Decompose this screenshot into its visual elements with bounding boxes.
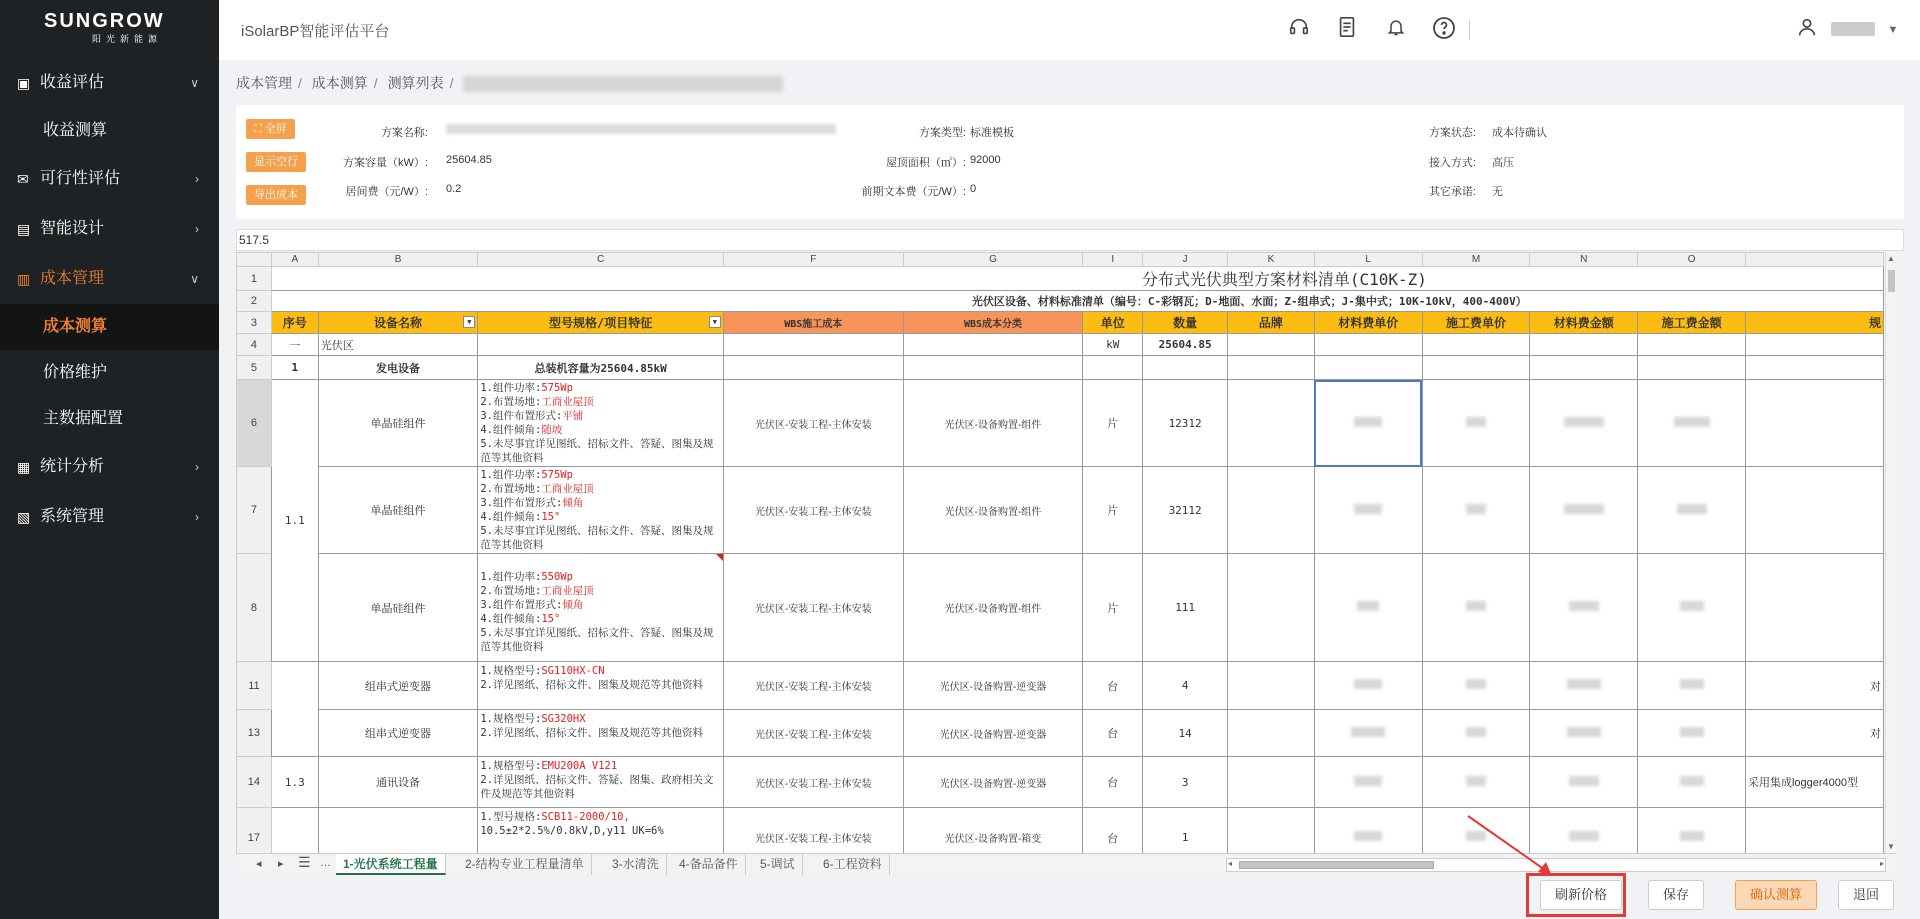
menu-smart-design[interactable]: ▤ 智能设计 ›	[0, 204, 219, 254]
sheet-title[interactable]: 分布式光伏典型方案材料清单(C10K-Z)	[271, 267, 1883, 291]
column-header[interactable]	[1745, 253, 1883, 267]
design-icon: ▤	[17, 221, 31, 237]
table-row	[237, 554, 1884, 662]
cell-material-unit-price-selected[interactable]	[1314, 380, 1422, 467]
cell-spec-cut[interactable]: 采用集成logger4000型	[1745, 757, 1883, 808]
cell-unit[interactable]: 台	[1083, 662, 1143, 710]
row-header[interactable]: 11	[237, 662, 272, 710]
cell-spec-cut[interactable]: 对	[1745, 662, 1883, 710]
cell[interactable]	[1745, 467, 1883, 554]
sheet-tab-5[interactable]: 5-调试	[753, 854, 803, 875]
label-agency-fee: 居间费（元/W）:	[345, 186, 428, 198]
sheet-tab-2[interactable]: 2-结构专业工程量清单	[458, 854, 592, 875]
value-roof-area: 92000	[970, 154, 1001, 166]
app-title: iSolarBP智能评估平台	[241, 23, 390, 40]
value-access-mode: 高压	[1492, 157, 1514, 169]
sheet-tab-3[interactable]: 3-水清洗	[605, 854, 667, 875]
header-material-amount[interactable]: 材料费金额	[1530, 312, 1638, 334]
header-spec-cut[interactable]: 规	[1745, 312, 1883, 334]
scroll-right-icon[interactable]: ▸	[1879, 859, 1884, 868]
cell-qty[interactable]: 4	[1143, 662, 1228, 710]
cell[interactable]: 1	[271, 356, 318, 380]
row-header[interactable]: 4	[237, 334, 272, 356]
bell-icon[interactable]	[1382, 16, 1410, 44]
row-header[interactable]: 13	[237, 710, 272, 757]
cell-device-name[interactable]: 组串式逆变器	[318, 710, 478, 757]
sheet-tab-1[interactable]: 1-光伏系统工程量	[336, 854, 446, 875]
cell-qty[interactable]: 3	[1143, 757, 1228, 808]
cell-wbs-cost[interactable]: 光伏区-安装工程-主体安装	[723, 710, 903, 757]
mail-check-icon: ✉	[17, 171, 29, 187]
label-access-mode: 接入方式:	[1428, 157, 1476, 169]
cell[interactable]	[1083, 356, 1143, 380]
cell-unit[interactable]: 片	[1083, 380, 1143, 467]
cell-labor-amount[interactable]	[1638, 380, 1746, 467]
cell-wbs-class[interactable]: 光伏区-设备购置-组件	[903, 467, 1083, 554]
column-header[interactable]: J	[1143, 253, 1228, 267]
table-header-row	[237, 312, 1884, 334]
cell-material-amount[interactable]	[1530, 757, 1638, 808]
cell-labor-amount[interactable]	[1638, 467, 1746, 554]
row-header[interactable]: 3	[237, 312, 272, 334]
cell[interactable]: 发电设备	[318, 356, 478, 380]
cell[interactable]	[723, 334, 903, 356]
row-header[interactable]: 7	[237, 467, 272, 554]
cell-unit[interactable]: 片	[1083, 554, 1143, 662]
cell-material-amount[interactable]	[1530, 710, 1638, 757]
cell[interactable]: 总装机容量为25604.85kW	[478, 356, 724, 380]
spreadsheet[interactable]	[236, 252, 1884, 853]
headset-icon[interactable]	[1285, 16, 1313, 44]
cell-qty[interactable]: 12312	[1143, 380, 1228, 467]
column-header[interactable]: M	[1422, 253, 1530, 267]
chart-box-icon: ▣	[17, 75, 31, 91]
breadcrumb-item[interactable]: 成本管理	[236, 75, 292, 91]
cell-brand[interactable]	[1228, 757, 1315, 808]
header-material-unit-price[interactable]: 材料费单价	[1314, 312, 1422, 334]
cell-wbs-cost[interactable]: 光伏区-安装工程-主体安装	[723, 467, 903, 554]
cell[interactable]	[1314, 356, 1422, 380]
cell[interactable]	[1745, 808, 1883, 854]
scroll-down-icon[interactable]: ▼	[1887, 842, 1895, 851]
prev-sheet-icon[interactable]: ◂	[256, 858, 262, 870]
chevron-down-icon: ∨	[190, 76, 199, 90]
cell-spec[interactable]: 1.规格型号:SG320HX 2.详见图纸、招标文件、图集及规范等其他资料	[478, 710, 724, 757]
column-header[interactable]: I	[1083, 253, 1143, 267]
cell-spec[interactable]: 1.规格型号:EMU200A V121 2.详见图纸、招标文件、答疑、图集、政府相关文件及规范等其他资料	[478, 757, 724, 808]
cell-material-unit-price[interactable]	[1314, 808, 1422, 854]
cell-material-unit-price[interactable]	[1314, 467, 1422, 554]
cell-qty[interactable]: 1	[1143, 808, 1228, 854]
value-capacity: 25604.85	[446, 154, 492, 166]
cell-group[interactable]	[271, 808, 318, 854]
column-header[interactable]: C	[478, 253, 724, 267]
column-header[interactable]: N	[1530, 253, 1638, 267]
chevron-down-icon: ∨	[190, 272, 199, 286]
cell-material-amount[interactable]	[1530, 554, 1638, 662]
stats-icon: ▦	[17, 459, 31, 475]
cell-spec[interactable]: 1.组件功率:550Wp 2.布置场地:工商业屋顶 3.组件布置形式:倾角 4.组件倾角:15° 5.未尽事宜详见图纸、招标文件、答疑、图集及规范等其他资料	[478, 554, 724, 662]
column-header[interactable]: K	[1228, 253, 1315, 267]
row-header[interactable]: 5	[237, 356, 272, 380]
cell[interactable]	[1228, 334, 1315, 356]
row-header[interactable]: 2	[237, 291, 272, 312]
value-scheme-status: 成本待确认	[1492, 127, 1547, 139]
cell-material-unit-price[interactable]	[1314, 710, 1422, 757]
label-scheme-status: 方案状态:	[1428, 127, 1476, 139]
cell-brand[interactable]	[1228, 554, 1315, 662]
header-wbs-class[interactable]: WBS成本分类	[903, 312, 1083, 334]
column-header-row	[237, 253, 1884, 267]
label-scheme-name: 方案名称:	[380, 127, 428, 139]
cell-material-amount[interactable]	[1530, 380, 1638, 467]
cell[interactable]	[1314, 334, 1422, 356]
cell-labor-amount[interactable]	[1638, 662, 1746, 710]
value-scheme-type: 标准模板	[970, 127, 1014, 139]
cell-labor-unit-price[interactable]	[1422, 554, 1530, 662]
cell-spec[interactable]: 1.组件功率:575Wp 2.布置场地:工商业屋顶 3.组件布置形式:倾角 4.组件倾角:15° 5.未尽事宜详见图纸、招标文件、答疑、图集及规范等其他资料	[478, 467, 724, 554]
cell-material-unit-price[interactable]	[1314, 554, 1422, 662]
chevron-right-icon: ›	[195, 460, 199, 474]
cell[interactable]	[1530, 356, 1638, 380]
header-labor-unit-price[interactable]: 施工费单价	[1422, 312, 1530, 334]
label-text-fee: 前期文本费（元/W）:	[861, 186, 966, 198]
header-wbs-cost[interactable]: WBS施工成本	[723, 312, 903, 334]
table-row	[237, 380, 1884, 467]
sungrow-logo: SUNGROW 阳光新能源	[44, 10, 165, 44]
chevron-right-icon: ›	[195, 222, 199, 236]
menu-cost-management[interactable]: ▥ 成本管理 ∨	[0, 254, 219, 304]
value-other-commitment: 无	[1492, 186, 1503, 198]
table-row	[237, 291, 1884, 312]
cell-qty[interactable]: 111	[1143, 554, 1228, 662]
header-unit[interactable]: 单位	[1083, 312, 1143, 334]
cell-group-1-1[interactable]: 1.1	[271, 380, 318, 662]
header-brand[interactable]: 品牌	[1228, 312, 1315, 334]
cell-wbs-class[interactable]: 光伏区-设备购置-箱变	[903, 808, 1083, 854]
cell-wbs-cost[interactable]: 光伏区-安装工程-主体安装	[723, 808, 903, 854]
cell-brand[interactable]	[1228, 662, 1315, 710]
cell[interactable]	[1422, 356, 1530, 380]
cell-unit[interactable]: 台	[1083, 710, 1143, 757]
submenu-price-maintenance[interactable]: 价格维护	[43, 364, 108, 381]
column-header[interactable]: F	[723, 253, 903, 267]
cell-wbs-class[interactable]: 光伏区-设备购置-逆变器	[903, 757, 1083, 808]
caret-down-icon[interactable]: ▼	[1887, 24, 1899, 36]
fullscreen-button[interactable]: ⛶ 全屏	[246, 119, 295, 139]
cell-labor-amount[interactable]	[1638, 808, 1746, 854]
refresh-price-button[interactable]: 刷新价格	[1540, 880, 1622, 910]
cell-wbs-cost[interactable]: 光伏区-安装工程-主体安装	[723, 380, 903, 467]
cell[interactable]	[1143, 356, 1228, 380]
breadcrumb-item[interactable]: 成本测算	[311, 75, 368, 91]
cell[interactable]	[1228, 356, 1315, 380]
show-empty-rows-button[interactable]: 显示空行	[246, 152, 306, 172]
value-agency-fee: 0.2	[446, 183, 462, 195]
cell-labor-unit-price[interactable]	[1422, 380, 1530, 467]
sheet-list-icon[interactable]: ☰	[298, 854, 311, 870]
cell-device-name[interactable]	[318, 808, 478, 854]
cell-wbs-cost[interactable]: 光伏区-安装工程-主体安装	[723, 757, 903, 808]
table-row	[237, 808, 1884, 854]
table-row	[237, 467, 1884, 554]
submenu-cost-calc[interactable]: 成本测算	[0, 304, 219, 350]
cell-spec[interactable]: 1.规格型号:SG110HX-CN 2.详见图纸、招标文件、图集及规范等其他资料	[478, 662, 724, 710]
cell-wbs-class[interactable]: 光伏区-设备购置-组件	[903, 380, 1083, 467]
table-row	[237, 757, 1884, 808]
cell-brand[interactable]	[1228, 380, 1315, 467]
cell-qty[interactable]: 14	[1143, 710, 1228, 757]
cell-device-name[interactable]: 通讯设备	[318, 757, 478, 808]
user-icon[interactable]	[1793, 16, 1821, 44]
value-scheme-name	[446, 124, 836, 137]
cell[interactable]	[478, 334, 724, 356]
document-icon[interactable]	[1333, 16, 1361, 44]
cell-labor-unit-price[interactable]	[1422, 467, 1530, 554]
cell[interactable]	[1638, 356, 1746, 380]
menu-feasibility[interactable]: ✉ 可行性评估 ›	[0, 154, 219, 204]
cell-material-amount[interactable]	[1530, 662, 1638, 710]
cell-wbs-class[interactable]: 光伏区-设备购置-逆变器	[903, 710, 1083, 757]
row-header[interactable]: 6	[237, 380, 272, 467]
menu-revenue-eval[interactable]: ▣ 收益评估 ∨	[0, 58, 219, 108]
cell[interactable]	[903, 334, 1083, 356]
cell-spec-cut[interactable]: 对	[1745, 710, 1883, 757]
annotation-arrow-icon	[1460, 810, 1560, 880]
cell[interactable]: 25604.85	[1143, 334, 1228, 356]
cell[interactable]	[1745, 554, 1883, 662]
filter-dropdown-icon[interactable]: ▼	[709, 316, 721, 328]
cell[interactable]	[1745, 356, 1883, 380]
cell-wbs-class[interactable]: 光伏区-设备购置-组件	[903, 554, 1083, 662]
comment-marker-icon[interactable]	[716, 554, 723, 561]
cell-brand[interactable]	[1228, 467, 1315, 554]
export-cost-button[interactable]: 导出成本	[246, 185, 306, 205]
row-header[interactable]: 17	[237, 808, 272, 854]
cell-qty[interactable]: 32112	[1143, 467, 1228, 554]
cell[interactable]	[1530, 334, 1638, 356]
spreadsheet-grid[interactable]	[236, 252, 1884, 853]
scroll-up-icon[interactable]: ▲	[1887, 254, 1895, 263]
cell-unit[interactable]: 台	[1083, 808, 1143, 854]
cell-device-name[interactable]: 单晶硅组件	[318, 554, 478, 662]
cell-labor-unit-price[interactable]	[1422, 710, 1530, 757]
submenu-master-data[interactable]: 主数据配置	[43, 410, 124, 427]
header-spec[interactable]: 型号规格/项目特征 ▼	[478, 312, 724, 334]
cell[interactable]: kW	[1083, 334, 1143, 356]
return-button[interactable]: 退回	[1838, 880, 1894, 910]
cell-labor-unit-price[interactable]	[1422, 757, 1530, 808]
cell[interactable]	[1745, 334, 1883, 356]
table-row	[237, 662, 1884, 710]
cell[interactable]	[1638, 334, 1746, 356]
cell-device-name[interactable]: 组串式逆变器	[318, 662, 478, 710]
cell-material-unit-price[interactable]	[1314, 662, 1422, 710]
column-header[interactable]: A	[271, 253, 318, 267]
cell-labor-amount[interactable]	[1638, 757, 1746, 808]
cell-device-name[interactable]: 单晶硅组件	[318, 380, 478, 467]
cell[interactable]: 一	[271, 334, 318, 356]
corner-cell[interactable]	[237, 253, 272, 267]
vertical-scrollbar[interactable]	[1885, 252, 1897, 853]
submenu-revenue-calc[interactable]: 收益测算	[43, 122, 108, 139]
column-header[interactable]: O	[1638, 253, 1746, 267]
cell-brand[interactable]	[1228, 808, 1315, 854]
breadcrumb: 成本管理 / 成本测算 / 测算列表 /	[236, 73, 789, 93]
cost-icon: ▥	[17, 271, 31, 287]
label-roof-area: 屋顶面积（㎡）:	[885, 157, 966, 169]
label-capacity: 方案容量（kW）:	[343, 157, 428, 169]
save-button[interactable]: 保存	[1648, 880, 1704, 910]
cell-spec[interactable]: 1.组件功率:575Wp 2.布置场地:工商业屋顶 3.组件布置形式:平铺 4.组件倾角:随坡 5.未尽事宜详见图纸、招标文件、答疑、图集及规范等其他资料	[478, 380, 724, 467]
help-icon[interactable]	[1430, 16, 1458, 44]
label-other-commitment: 其它承诺:	[1428, 186, 1476, 198]
sheet-tab-bar	[236, 853, 1897, 875]
confirm-calculation-button[interactable]: 确认测算	[1735, 880, 1817, 910]
breadcrumb-item[interactable]: 测算列表	[387, 75, 444, 91]
label-scheme-type: 方案类型:	[918, 127, 966, 139]
column-header[interactable]: B	[318, 253, 478, 267]
cell[interactable]	[1422, 334, 1530, 356]
cell-unit[interactable]: 片	[1083, 467, 1143, 554]
row-header[interactable]: 14	[237, 757, 272, 808]
row-header[interactable]: 8	[237, 554, 272, 662]
cell-group-1-3[interactable]: 1.3	[271, 757, 318, 808]
cell-labor-amount[interactable]	[1638, 710, 1746, 757]
top-bar	[219, 0, 1920, 60]
cell-brand[interactable]	[1228, 710, 1315, 757]
chevron-right-icon: ›	[195, 510, 199, 524]
table-row	[237, 710, 1884, 757]
cell-labor-unit-price[interactable]	[1422, 662, 1530, 710]
cell-wbs-cost[interactable]: 光伏区-安装工程-主体安装	[723, 554, 903, 662]
next-sheet-icon[interactable]: ▸	[278, 858, 284, 870]
column-header[interactable]: G	[903, 253, 1083, 267]
sheet-tab-4[interactable]: 4-备品备件	[672, 854, 746, 875]
user-name[interactable]	[1831, 22, 1875, 36]
cell-device-name[interactable]: 单晶硅组件	[318, 467, 478, 554]
chevron-right-icon: ›	[195, 172, 199, 186]
scroll-thumb[interactable]	[1239, 861, 1434, 869]
cell-spec[interactable]: 1.型号规格:SCB11-2000/10, 10.5±2*2.5%/0.8kV,D,y11 UK=6%	[478, 808, 724, 854]
formula-bar[interactable]: 517.5	[236, 229, 1904, 251]
scroll-left-icon[interactable]: ◂	[1228, 859, 1233, 868]
sheet-tab-6[interactable]: 6-工程资料	[816, 854, 890, 875]
cell[interactable]	[903, 356, 1083, 380]
value-text-fee: 0	[970, 183, 977, 195]
menu-system[interactable]: ▧ 系统管理 ›	[0, 492, 219, 542]
table-row	[237, 356, 1884, 380]
system-icon: ▧	[17, 509, 31, 525]
sheet-subtitle[interactable]: 光伏区设备、材料标准清单（编号：C-彩钢瓦；D-地面、水面；Z-组串式；J-集中式；10K-10kV，400-400V）	[271, 291, 1883, 312]
breadcrumb-current-redacted	[463, 76, 783, 92]
cell-material-unit-price[interactable]	[1314, 757, 1422, 808]
header-qty[interactable]: 数量	[1143, 312, 1228, 334]
header-labor-amount[interactable]: 施工费金额	[1638, 312, 1746, 334]
cell-wbs-class[interactable]: 光伏区-设备购置-逆变器	[903, 662, 1083, 710]
cell-wbs-cost[interactable]: 光伏区-安装工程-主体安装	[723, 662, 903, 710]
cell-unit[interactable]: 台	[1083, 757, 1143, 808]
row-header[interactable]: 1	[237, 267, 272, 291]
table-row	[237, 334, 1884, 356]
more-sheets-icon[interactable]: …	[320, 857, 331, 869]
divider	[1469, 20, 1470, 40]
cell[interactable]	[1745, 380, 1883, 467]
cell-material-amount[interactable]	[1530, 467, 1638, 554]
header-device-name[interactable]: 设备名称 ▼	[318, 312, 478, 334]
menu-stats[interactable]: ▦ 统计分析 ›	[0, 442, 219, 492]
table-row	[237, 267, 1884, 291]
sidebar	[0, 0, 219, 919]
cell[interactable]	[723, 356, 903, 380]
filter-dropdown-icon[interactable]: ▼	[463, 316, 475, 328]
scroll-thumb[interactable]	[1888, 270, 1895, 292]
cell[interactable]: 光伏区	[318, 334, 478, 356]
cell-group[interactable]	[271, 662, 318, 757]
cell-labor-amount[interactable]	[1638, 554, 1746, 662]
scheme-info-panel	[236, 105, 1904, 219]
fullscreen-icon: ⛶	[254, 123, 265, 135]
header-seq[interactable]: 序号	[271, 312, 318, 334]
column-header[interactable]: L	[1314, 253, 1422, 267]
